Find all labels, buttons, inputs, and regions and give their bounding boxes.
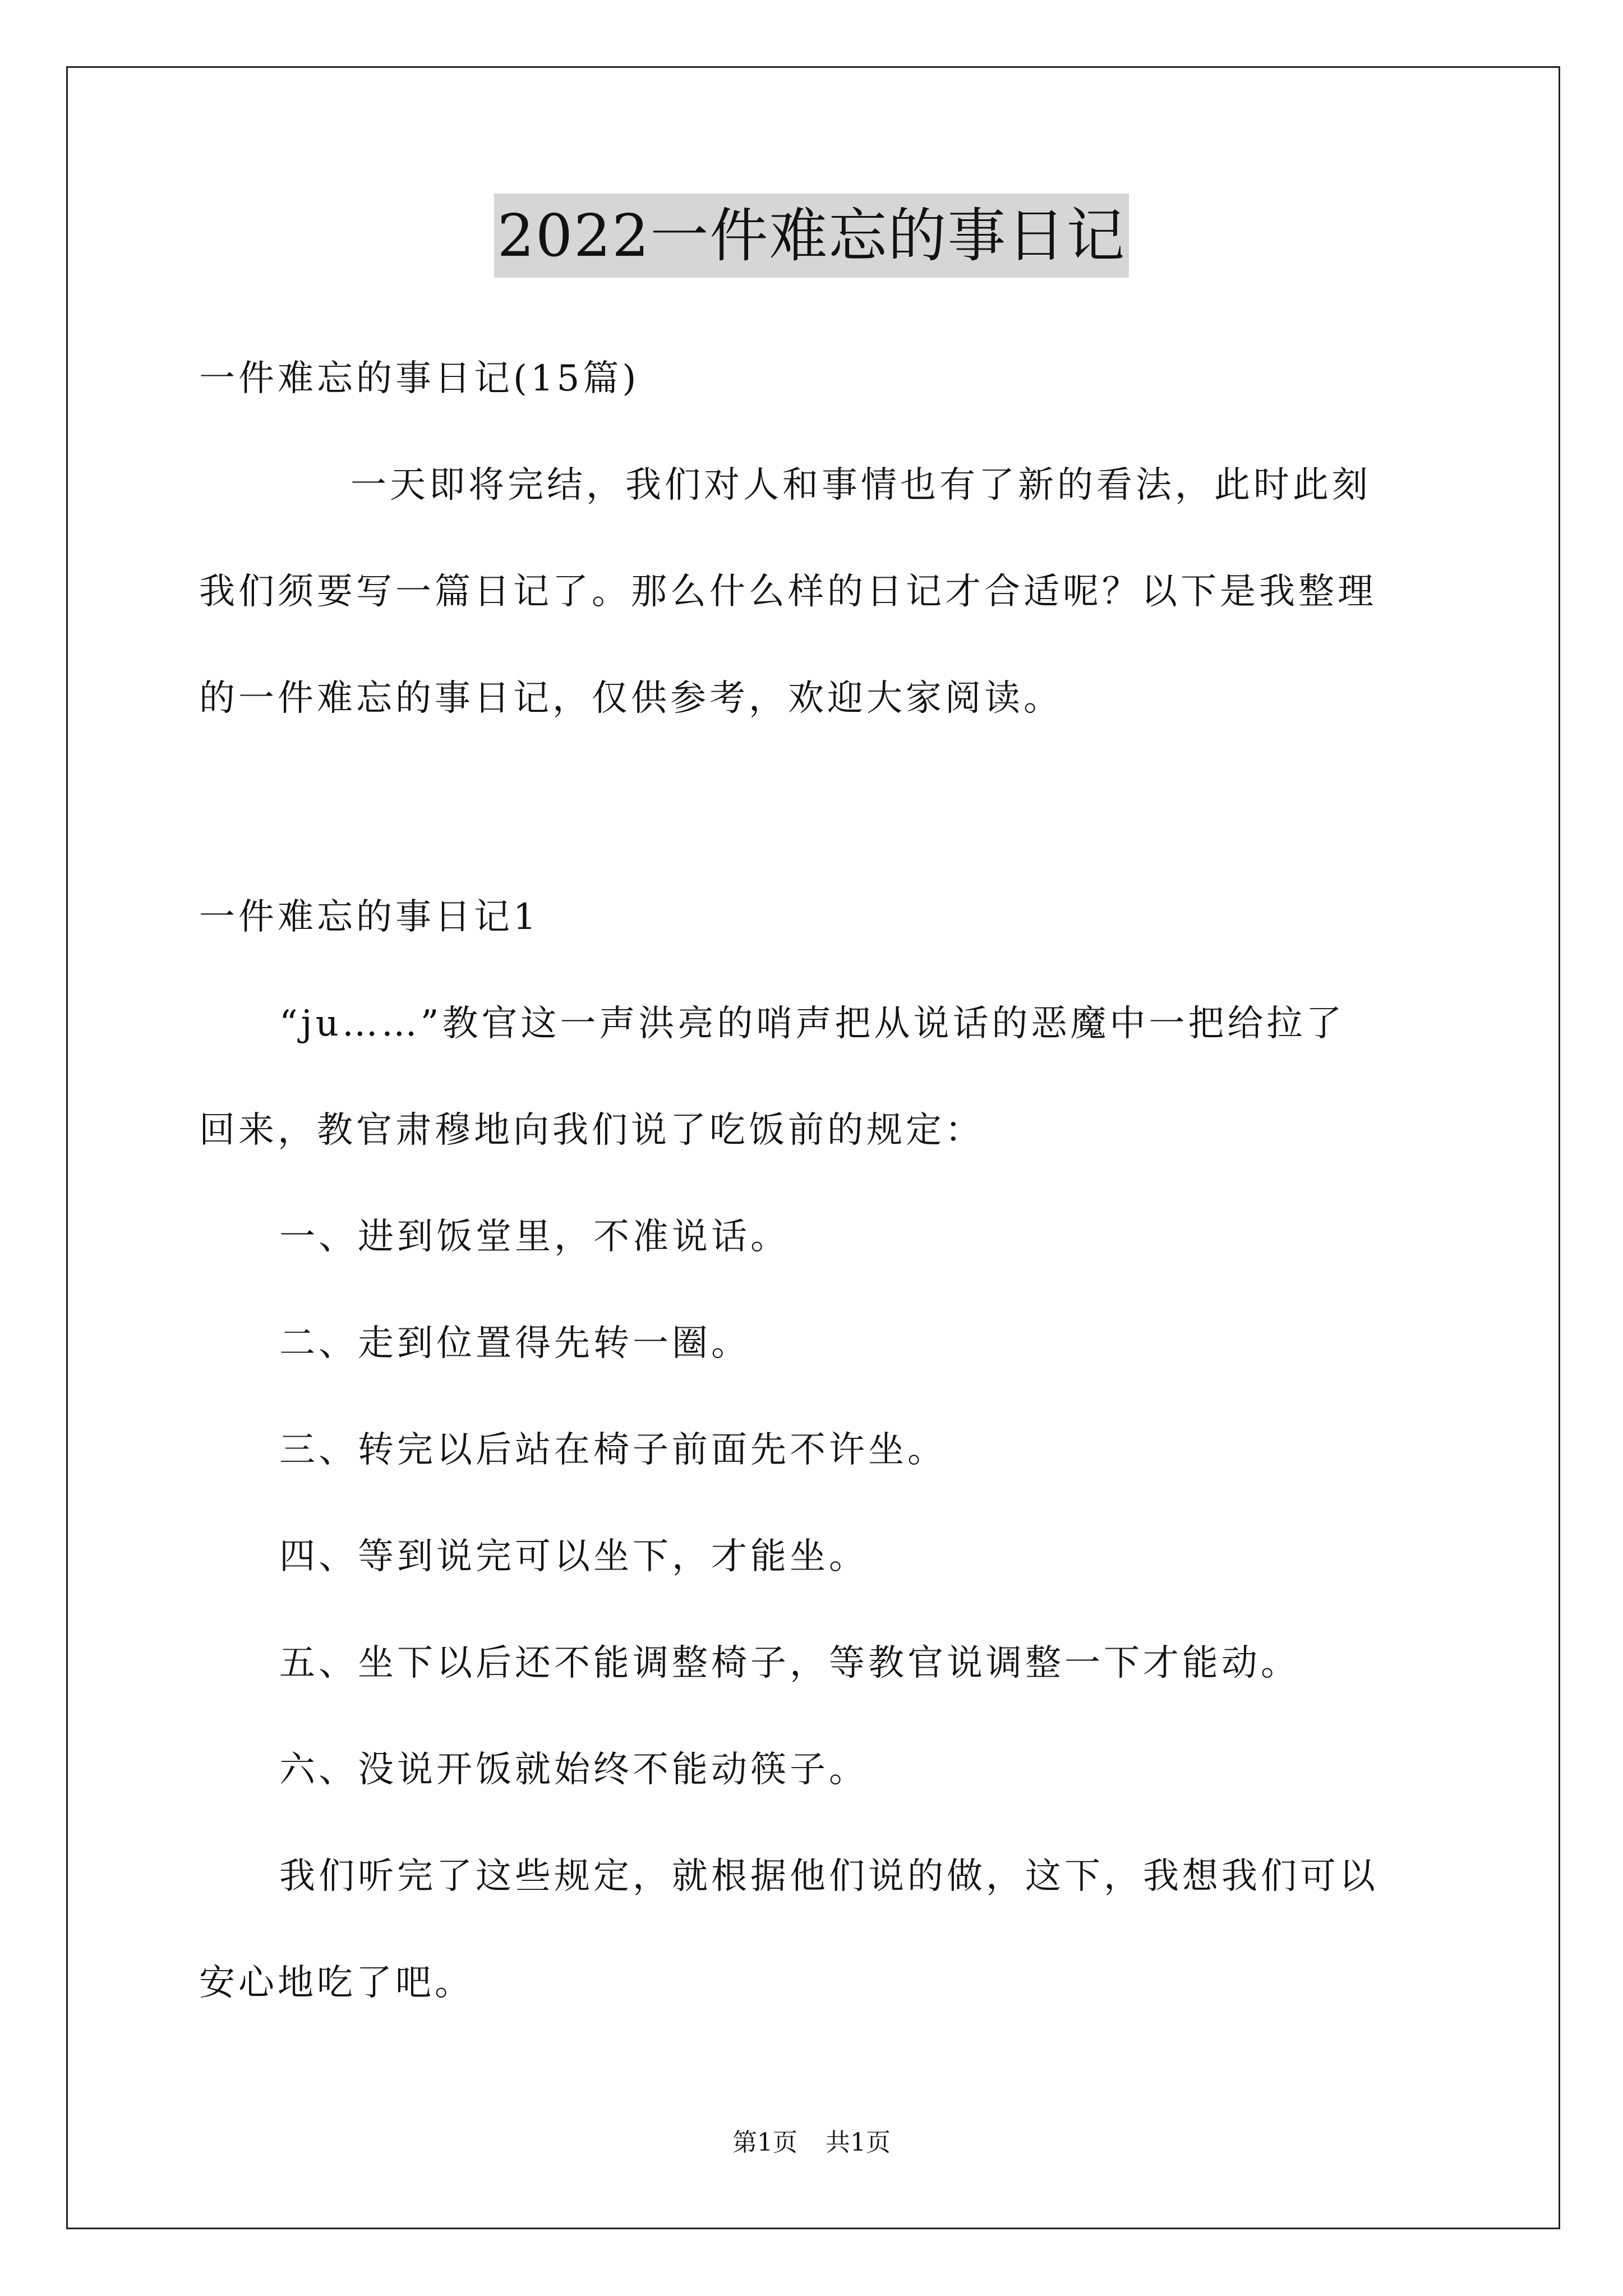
page-number-current: 第1页 [732,2128,797,2157]
intro-line-1: 一天即将完结，我们对人和事情也有了新的看法，此时此刻 [351,464,1371,506]
document-title: 2022一件难忘的事日记 [494,194,1129,278]
document-title-block [0,194,1623,278]
rule-item-4: 四、等到说完可以坐下，才能坐。 [279,1536,868,1577]
paragraph-2-line-1: 我们听完了这些规定，就根据他们说的做，这下，我想我们可以 [279,1856,1378,1897]
page-footer [0,2126,1623,2160]
intro-line-2: 我们须要写一篇日记了。那么什么样的日记才合适呢？以下是我整理 [199,571,1377,613]
paragraph-2-line-2: 安心地吃了吧。 [199,1962,474,2004]
rule-item-6: 六、没说开饭就始终不能动筷子。 [279,1749,868,1791]
paragraph-1-line-2: 回来，教官肃穆地向我们说了吃饭前的规定： [199,1110,984,1151]
rule-item-1: 一、进到饭堂里，不准说话。 [279,1216,790,1258]
paragraph-1-line-1: “ju……”教官这一声洪亮的哨声把从说话的恶魔中一把给拉了 [279,1003,1345,1045]
rule-item-3: 三、转完以后站在椅子前面先不许坐。 [279,1429,947,1471]
rule-item-5: 五、坐下以后还不能调整椅子，等教官说调整一下才能动。 [279,1642,1300,1684]
rule-item-2: 二、走到位置得先转一圈。 [279,1323,750,1364]
document-subtitle: 一件难忘的事日记(15篇) [199,358,640,399]
page-number-total: 共1页 [826,2128,891,2157]
intro-line-3: 的一件难忘的事日记，仅供参考，欢迎大家阅读。 [199,678,1063,719]
section-heading: 一件难忘的事日记1 [199,896,540,938]
